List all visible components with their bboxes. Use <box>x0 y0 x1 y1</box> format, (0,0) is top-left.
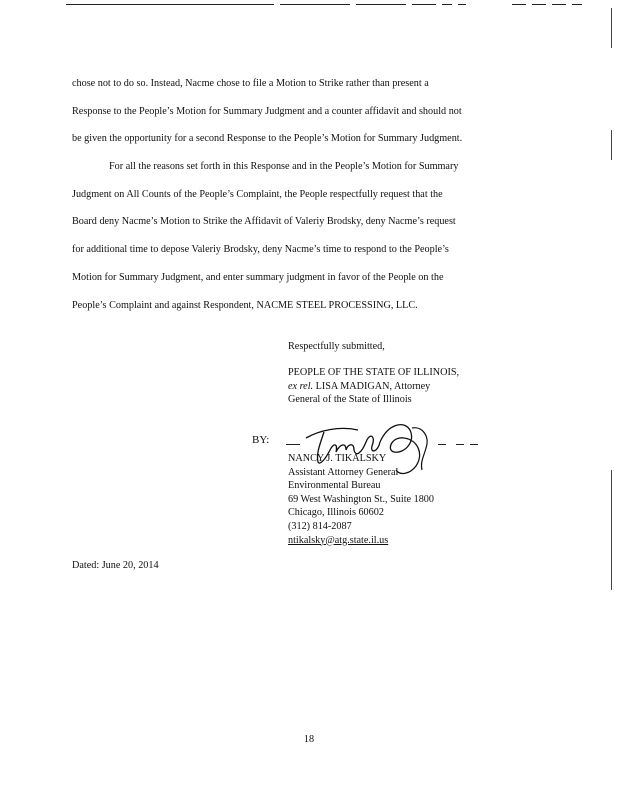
text-line: Judgment on All Counts of the People’s Complaint, the People respectfully request that the <box>72 188 443 200</box>
text-line: People’s Complaint and against Respondent, NACME STEEL PROCESSING, LLC. <box>72 299 418 311</box>
signer-city: Chicago, Illinois 60602 <box>288 507 384 519</box>
signer-block <box>288 452 434 547</box>
dated-line: Dated: June 20, 2014 <box>72 560 159 571</box>
scan-mark <box>532 4 546 5</box>
signer-email-link[interactable]: ntikalsky@atg.state.il.us <box>288 534 389 546</box>
scan-mark <box>512 4 526 5</box>
scan-mark <box>552 4 566 5</box>
party-line-3: General of the State of Illinois <box>288 394 412 406</box>
scan-mark <box>458 4 466 5</box>
scan-edge <box>611 470 612 590</box>
signer-address: 69 West Washington St., Suite 1800 <box>288 493 434 505</box>
scan-mark <box>66 4 274 5</box>
signer-bureau: Environmental Bureau <box>288 480 381 492</box>
ex-rel-text: ex rel. <box>288 380 314 392</box>
page-number: 18 <box>303 734 315 745</box>
party-line-2-rest: LISA MADIGAN, Attorney <box>313 380 431 392</box>
scan-mark <box>412 4 436 5</box>
text-line: Board deny Nacme’s Motion to Strike the Affidavit of Valeriy Brodsky, deny Nacme’s request <box>72 216 456 228</box>
body-paragraph-1 <box>72 70 540 153</box>
text-line: Motion for Summary Judgment, and enter summary judgment in favor of the People on the <box>72 271 444 283</box>
by-label: BY: <box>252 434 270 446</box>
scan-mark <box>442 4 452 5</box>
signature-line <box>470 444 478 445</box>
scan-mark <box>572 4 582 5</box>
scan-mark <box>280 4 350 5</box>
closing-text: Respectfully submitted, <box>288 341 385 352</box>
text-line: chose not to do so. Instead, Nacme chose to file a Motion to Strike rather than present a <box>72 78 429 89</box>
text-line: For all the reasons set forth in this Response and in the People’s Motion for Summary <box>109 161 459 172</box>
text-line: Response to the People’s Motion for Summary Judgment and a counter affidavit and should not <box>72 105 462 117</box>
body-paragraph-2 <box>72 153 540 319</box>
scan-edge <box>611 8 612 48</box>
signature-line <box>456 444 464 445</box>
signer-phone: (312) 814-2087 <box>288 520 352 532</box>
scan-mark <box>356 4 406 5</box>
party-block <box>288 366 459 407</box>
party-line-2 <box>288 380 459 394</box>
signer-name: NANCY J. TIKALSKY <box>288 453 387 464</box>
signer-title: Assistant Attorney General <box>288 466 399 478</box>
scan-edge <box>611 130 612 160</box>
closing-block <box>288 340 385 354</box>
text-line: be given the opportunity for a second Response to the People’s Motion for Summary Judgment. <box>72 133 463 145</box>
text-line: for additional time to depose Valeriy Brodsky, deny Nacme’s time to respond to the People’s <box>72 244 449 256</box>
party-line-1: PEOPLE OF THE STATE OF ILLINOIS, <box>288 367 460 378</box>
signature-line <box>286 444 300 445</box>
